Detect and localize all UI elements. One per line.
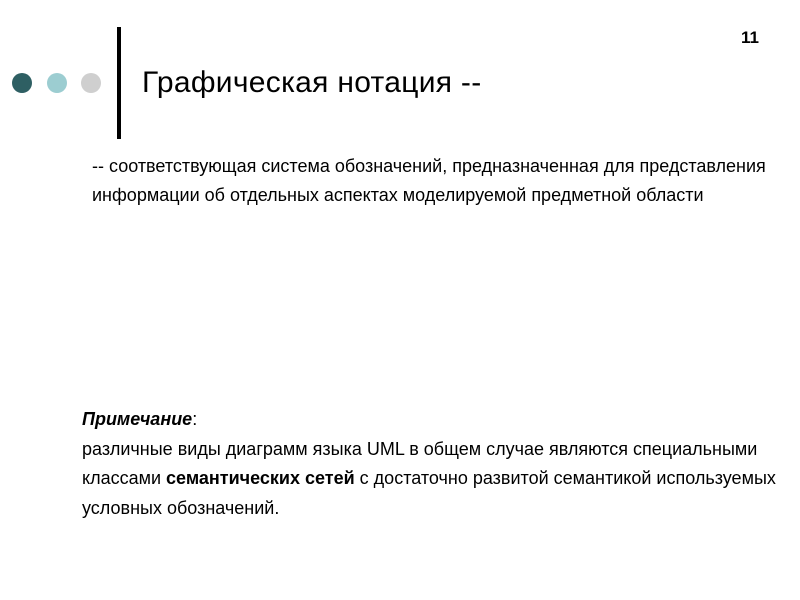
- note-bold-term: семантических сетей: [166, 468, 355, 488]
- note-text-before: различные виды диаграмм языка UML в общем случае являются специальными классами: [82, 438, 758, 488]
- definition-text: -- соответствующая система обозначений, предназначенная для представления информации об отдельных аспектах моделируемой предметной области: [92, 156, 766, 205]
- note-heading: Примечание: [82, 409, 193, 429]
- title-divider-bar: [117, 27, 121, 139]
- page-number: 11: [741, 28, 759, 47]
- note-text-after: с достаточно развитой семантикой используемых условных обозначений.: [82, 468, 776, 518]
- note-heading-line: [82, 405, 782, 435]
- decorative-dot-gray: [81, 73, 101, 93]
- note-heading-colon: :: [192, 409, 198, 429]
- decorative-dot-dark: [12, 73, 32, 93]
- note-block: [82, 405, 782, 523]
- note-body: [82, 435, 782, 524]
- decorative-dot-light: [47, 73, 67, 93]
- slide-title: Графическая нотация --: [142, 66, 482, 99]
